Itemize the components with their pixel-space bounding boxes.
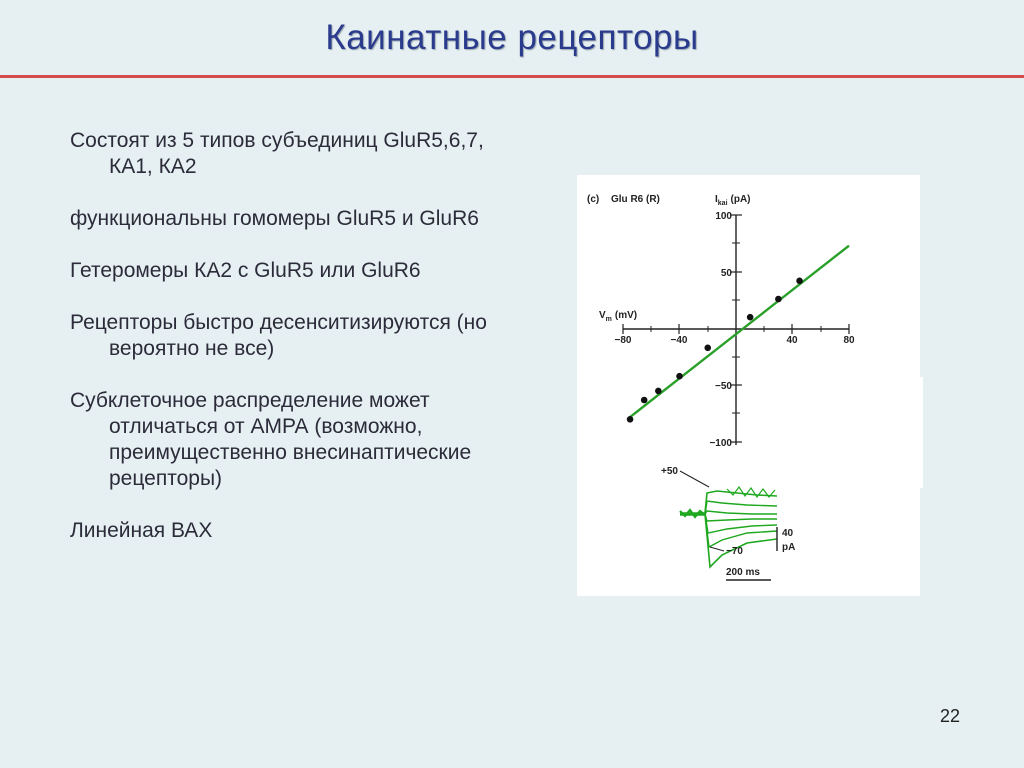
bullet-item: Рецепторы быстро десенситизируются (но вероятно не все) xyxy=(70,311,487,360)
data-point xyxy=(704,344,711,351)
x-tick-label: 80 xyxy=(843,335,855,346)
y-tick-label: −50 xyxy=(715,381,732,392)
bullet-item: Состоят из 5 типов субъединиц GluR5,6,7, КА1, КА2 xyxy=(70,129,484,178)
x-tick-label: −80 xyxy=(614,335,632,346)
data-point xyxy=(627,416,634,423)
time-scale-label: 200 ms xyxy=(726,567,760,578)
x-tick-label: 40 xyxy=(786,335,798,346)
bullet-list xyxy=(70,128,530,570)
page-number: 22 xyxy=(939,706,961,726)
bullet-item: Субклеточное распределение может отличаться от АМРА (возможно, преимущественно внесинаптические рецепторы) xyxy=(70,389,472,490)
y-tick-label: −100 xyxy=(709,438,732,449)
data-point xyxy=(676,373,683,380)
y-axis-label: $I_{kai}$ (pA) xyxy=(715,194,751,207)
fit-line xyxy=(630,246,849,417)
slide-title: Каинатные рецепторы xyxy=(325,18,699,57)
title-divider xyxy=(0,75,1024,78)
data-point xyxy=(641,397,648,404)
trace-label-bottom: −70 xyxy=(726,546,743,557)
bullet-item: функциональны гомомеры GluR5 и GluR6 xyxy=(70,207,479,230)
current-trace xyxy=(680,491,777,513)
figure-title: Glu R6 (R) xyxy=(611,194,660,205)
panel-label: (c) xyxy=(587,194,600,205)
data-point xyxy=(747,314,754,321)
current-scale-value: 40 xyxy=(782,528,794,539)
iv-figure xyxy=(577,175,920,596)
bullet-item: Линейная ВАХ xyxy=(70,519,213,542)
trace-label-top-pointer xyxy=(680,471,709,487)
data-point xyxy=(796,278,803,285)
y-tick-label: 100 xyxy=(715,211,732,222)
y-tick-label: 50 xyxy=(720,268,732,279)
data-point xyxy=(655,388,662,395)
x-tick-label: −40 xyxy=(670,335,688,346)
iv-plot-svg xyxy=(577,175,920,596)
data-point xyxy=(775,296,782,303)
current-trace xyxy=(680,514,777,567)
current-scale-unit: pA xyxy=(782,542,796,553)
x-axis-label: $V_m$ (mV) xyxy=(599,310,638,323)
trace-label-top: +50 xyxy=(661,466,678,477)
trace-label-bottom-pointer xyxy=(710,547,724,551)
bullet-item: Гетеромеры КА2 с GluR5 или GluR6 xyxy=(70,259,421,282)
